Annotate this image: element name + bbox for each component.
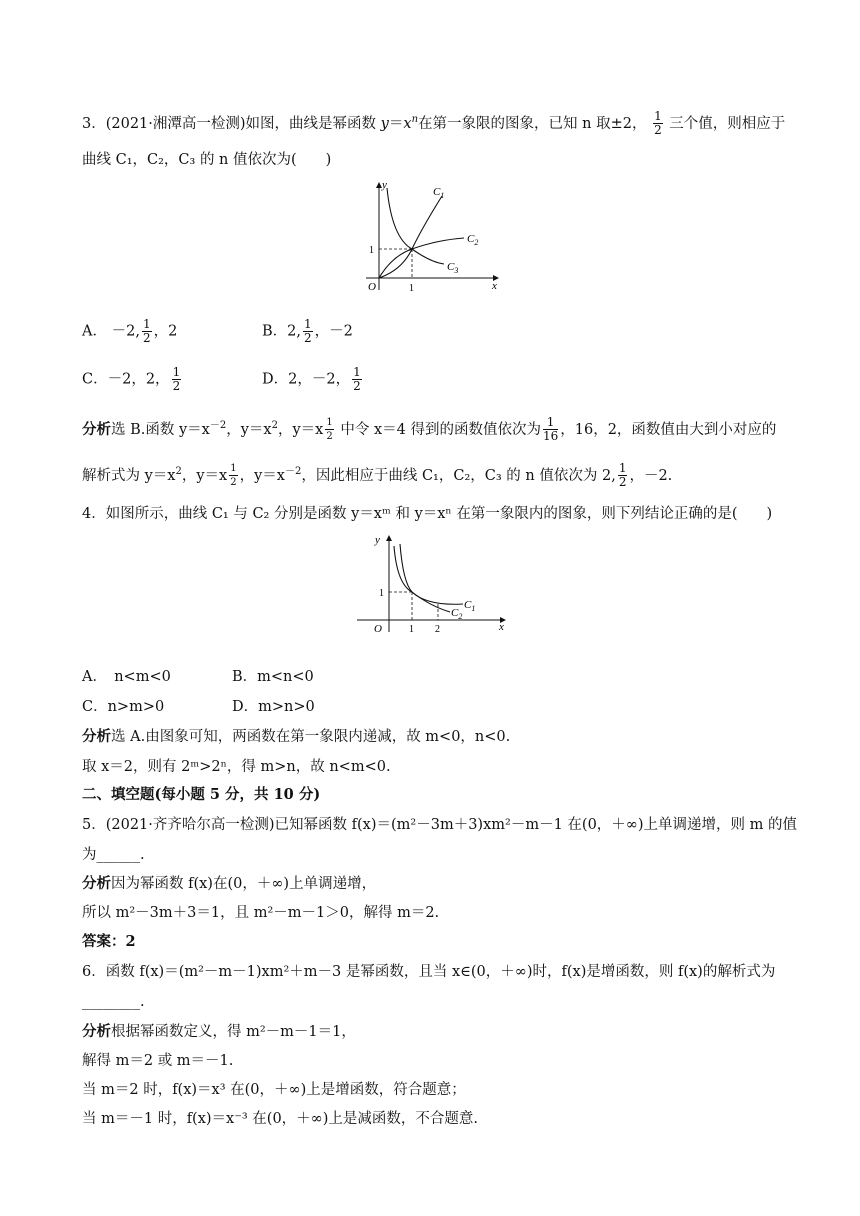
q4-stem: 4．如图所示，曲线 C₁ 与 C₂ 分别是函数 y＝xᵐ 和 y＝xⁿ 在第一象限内的图象，则下列结论正确的是( )	[82, 506, 773, 522]
q4-tick-x-2: 2	[435, 624, 440, 635]
fraction-one-half: $\frac{1}{2}$	[654, 109, 662, 138]
q4-option-a: A． n<m<0	[82, 669, 171, 685]
q3-tick-y-1: 1	[369, 245, 374, 256]
q6-stem-line2: ________.	[82, 994, 145, 1010]
q3-stem-line1: 3．(2021·湘潭高一检测)如图，曲线是幂函数 $y=x^n$在第一象限的图象，已知 n 取±2， $\frac{1}{2}$ 三个值，则相应于	[82, 109, 786, 138]
q4-option-c: C．n>m>0	[82, 699, 165, 715]
q3-y-axis-label: y	[382, 179, 387, 191]
q3-c2-label: $C_2$	[467, 233, 479, 247]
q6-analysis-line2: 解得 m＝2 或 m＝－1.	[82, 1053, 234, 1069]
q3-c3-label: $C_3$	[447, 261, 459, 275]
q5-analysis-line2: 所以 m²－3m＋3＝1，且 m²－m－1＞0，解得 m＝2.	[82, 905, 440, 921]
q4-analysis-line2: 取 x＝2，则有 2ᵐ>2ⁿ，得 m>n，故 n<m<0.	[82, 759, 391, 775]
q4-c2-label: $C_2$	[451, 607, 463, 621]
q4-tick-y-1: 1	[379, 588, 384, 599]
q4-option-d: D．m>n>0	[232, 699, 315, 715]
q4-y-axis-label: y	[375, 534, 380, 546]
q3-origin-label: O	[368, 281, 376, 293]
q3-tick-x-1: 1	[409, 283, 414, 294]
q4-option-b: B．m<n<0	[232, 669, 314, 685]
q3-option-b: B．2, $\frac{1}{2}$ ，－2	[262, 317, 353, 345]
q5-analysis-line1: 分析因为幂函数 f(x)在(0，＋∞)上单调递增，	[82, 875, 377, 892]
q4-analysis-line1: 分析选 A.由图象可知，两函数在第一象限内递减，故 m<0，n<0.	[82, 728, 511, 745]
q3-option-d: D．2，－2， $\frac{1}{2}$	[262, 365, 361, 393]
q4-curve-c2	[394, 546, 450, 612]
q4-power-function-figure	[355, 532, 515, 637]
q5-stem-line1: 5．(2021·齐齐哈尔高一检测)已知幂函数 f(x)＝(m²－3m＋3)xm²－m－1 在(0，＋∞)上单调递增，则 m 的值	[82, 817, 798, 833]
q5-stem-line2: 为______.	[82, 847, 145, 863]
q6-analysis-line4: 当 m＝－1 时，f(x)＝x⁻³ 在(0，＋∞)上是减函数，不合题意.	[82, 1111, 479, 1127]
q3-analysis-line1: 分析选 B.函数 $y=x^{-2}$，$y=x^2$，y＝x $\frac{1}{2}$ 中令 x＝4 得到的函数值依次为 $\frac{1}{16}$ ，16，2，函数值由大到小对应的	[82, 415, 777, 444]
q4-curve-c1	[400, 544, 463, 604]
q6-stem-line1: 6．函数 f(x)＝(m²－m－1)xm²＋m－3 是幂函数，且当 x∈(0，＋∞)时，f(x)是增函数，则 f(x)的解析式为	[82, 964, 776, 980]
q5-answer: 答案：2	[82, 933, 136, 950]
q3-stem-line2: 曲线 C₁，C₂，C₃ 的 n 值依次为( )	[82, 152, 332, 168]
section-title-fill-blank: 二、填空题(每小题 5 分，共 10 分)	[82, 786, 321, 803]
q4-tick-x-1: 1	[409, 624, 414, 635]
q4-x-axis-label: x	[499, 621, 504, 633]
q3-option-a: A． －2, $\frac{1}{2}$ ，2	[82, 317, 178, 345]
q6-analysis-line1: 分析根据幂函数定义，得 m²－m－1＝1，	[82, 1023, 356, 1040]
q3-c1-label: $C_1$	[433, 186, 445, 200]
q3-curve-c3	[387, 188, 444, 264]
q4-origin-label: O	[374, 623, 382, 635]
q3-analysis-line2: 解析式为 $y=x^2$，y＝x $\frac{1}{2}$ ，$y=x^{-2}$，因此相应于曲线 C₁，C₂，C₃ 的 n 值依次为 2, $\frac{1}{2}$ ，－2.	[82, 461, 673, 490]
q6-analysis-line3: 当 m＝2 时，f(x)＝x³ 在(0，＋∞)上是增函数，符合题意；	[82, 1082, 466, 1098]
q3-power-function-figure	[362, 178, 507, 298]
q4-c1-label: $C_1$	[464, 599, 476, 613]
q3-x-axis-label: x	[492, 280, 497, 292]
q3-option-c: C．－2，2， $\frac{1}{2}$	[82, 365, 181, 393]
